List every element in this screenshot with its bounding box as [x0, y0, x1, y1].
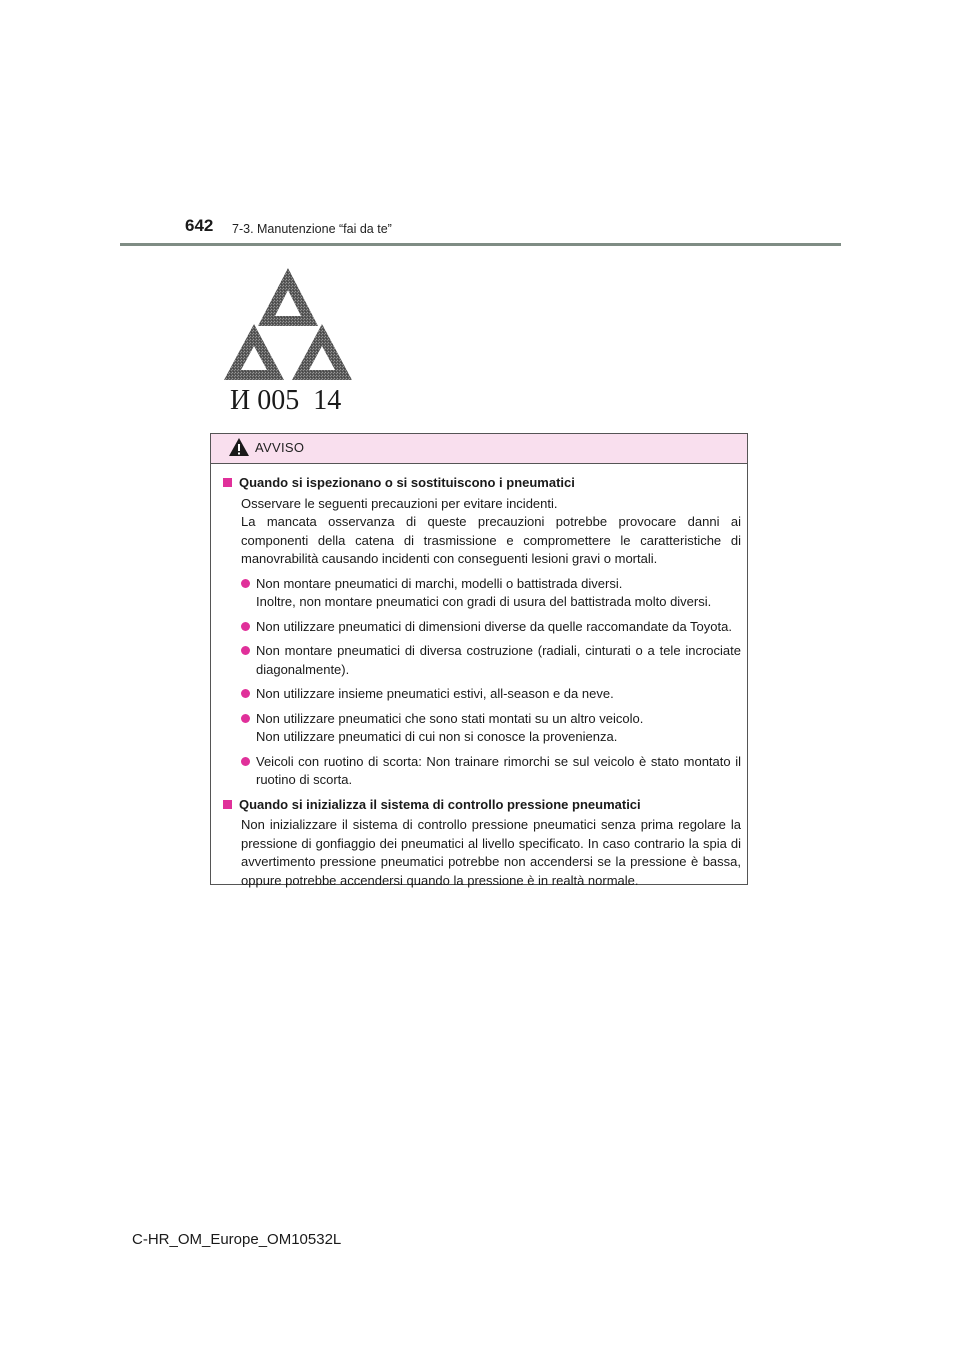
warning-section [223, 796, 741, 891]
list-item-line: Non utilizzare pneumatici di dimensioni diverse da quelle raccomandate da Toyota. [256, 618, 732, 634]
warning-box [210, 433, 748, 888]
section-heading-text: Quando si ispezionano o si sostituiscono i pneumatici [239, 475, 575, 490]
approval-mark-code: И 005 14 [230, 385, 342, 414]
list-item-text [256, 642, 741, 679]
document-code: C-HR_OM_Europe_OM10532L [132, 1231, 342, 1248]
list-item-line: Non montare pneumatici di diversa costruzione (radiali, cinturati o a tele incrociate diagonalmente). [256, 643, 741, 677]
list-item [241, 642, 741, 679]
approval-mark-figure [222, 262, 354, 414]
triangle-mark-icon [222, 262, 354, 414]
section-heading-text: Quando si inizializza il sistema di controllo pressione pneumatici [239, 796, 641, 812]
list-item-line: Non montare pneumatici di marchi, modelli o battistrada diversi. [256, 575, 623, 591]
header-divider [120, 243, 841, 246]
warning-header [211, 434, 747, 464]
square-bullet-icon [223, 478, 232, 487]
list-item [241, 685, 741, 704]
list-item-line: Non utilizzare insieme pneumatici estivi, all-season e da neve. [256, 686, 614, 701]
list-item-line: Non utilizzare pneumatici che sono stati montati su un altro veicolo. [256, 710, 644, 726]
list-item [241, 753, 741, 790]
round-bullet-icon [241, 714, 250, 723]
round-bullet-icon [241, 579, 250, 588]
list-item-text [256, 618, 741, 637]
paragraph-line: La mancata osservanza di queste precauzioni potrebbe provocare danni ai componenti della catena di trasmissione e compromettere le caratteristiche di manovrabilità causando incidenti con conseguenti lesioni gravi o mortali. [241, 514, 741, 566]
section-paragraph [241, 816, 741, 890]
section-title: 7-3. Manutenzione “fai da te” [232, 222, 392, 236]
section-heading [223, 796, 741, 815]
round-bullet-icon [241, 646, 250, 655]
section-heading [223, 474, 741, 493]
list-item-line: Non utilizzare pneumatici di cui non si conosce la provenienza. [256, 729, 618, 744]
list-item-text [256, 575, 741, 612]
warning-body [211, 464, 747, 890]
list-item-line: Inoltre, non montare pneumatici con gradi di usura del battistrada molto diversi. [256, 594, 712, 609]
list-item [241, 575, 741, 612]
list-item-line: Veicoli con ruotino di scorta: Non trainare rimorchi se sul veicolo è stato montato il ruotino di scorta. [256, 753, 741, 787]
warning-triangle-icon [228, 437, 250, 457]
section-paragraph [241, 495, 741, 569]
warning-label: AVVISO [255, 440, 305, 455]
warning-section [223, 474, 741, 790]
round-bullet-icon [241, 622, 250, 631]
paragraph-line: Osservare le seguenti precauzioni per evitare incidenti. [241, 495, 558, 511]
round-bullet-icon [241, 689, 250, 698]
round-bullet-icon [241, 757, 250, 766]
paragraph-line: Non inizializzare il sistema di controllo pressione pneumatici senza prima regolare la pressione di gonfiaggio dei pneumatici al livello specificato. In caso contrario la spia di avvertimento pressione pneumatici potrebbe non accendersi se la pressione è bassa, oppure potrebbe accendersi quando la pressione è in realtà normale. [241, 817, 741, 888]
list-item-text [256, 710, 741, 747]
list-item-text [256, 685, 741, 704]
list-item [241, 710, 741, 747]
list-item-text [256, 753, 741, 790]
square-bullet-icon [223, 800, 232, 809]
page-number: 642 [185, 216, 214, 235]
list-item [241, 618, 741, 637]
